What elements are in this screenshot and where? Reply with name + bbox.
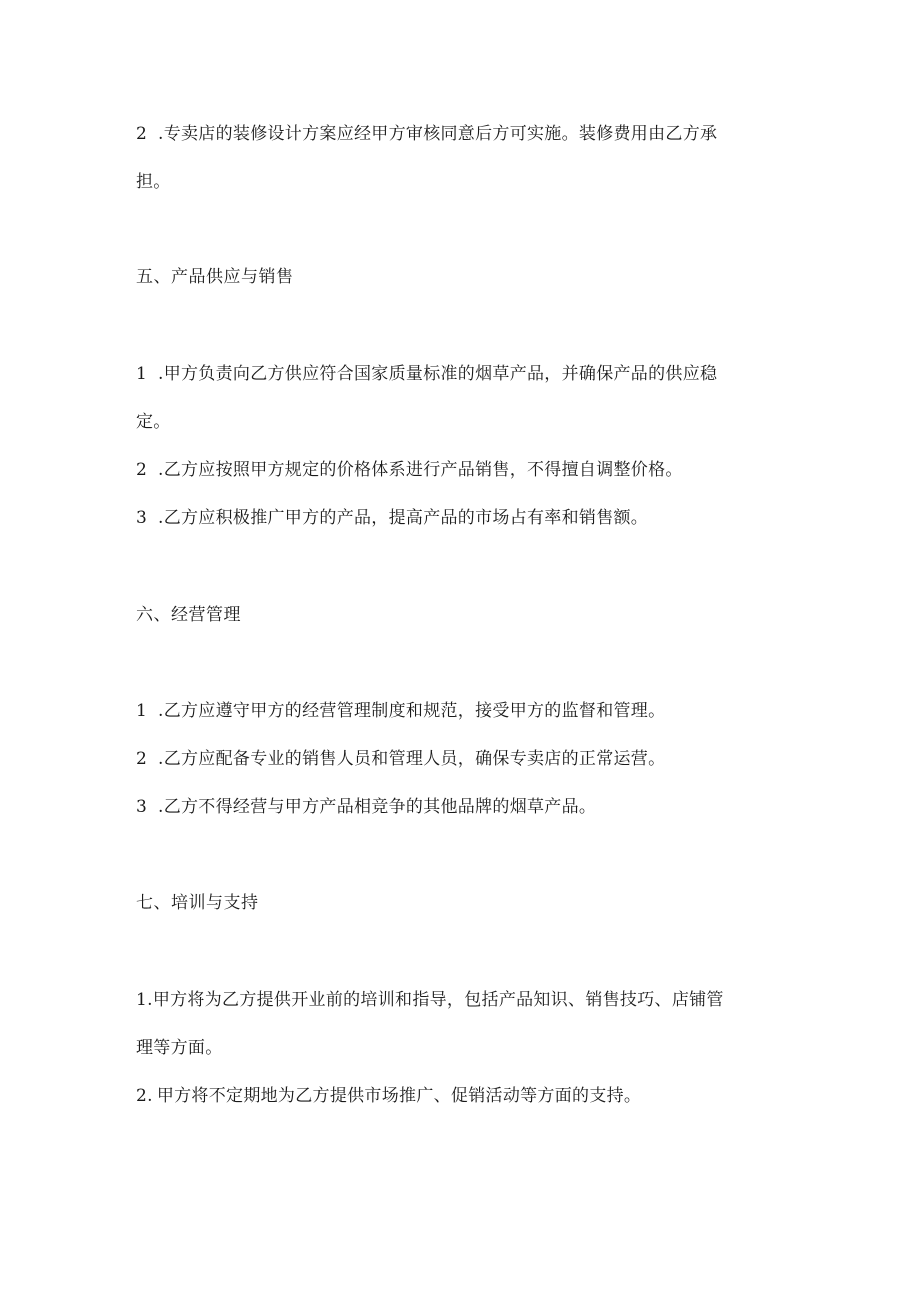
- s6-item2-number: 2: [136, 749, 148, 769]
- s5-item3: [136, 507, 648, 529]
- section7-heading: 七、培训与支持: [136, 893, 259, 913]
- s4-item2-line1: [136, 123, 717, 145]
- s6-item1: [136, 700, 665, 722]
- s5-item2: [136, 459, 683, 481]
- s5-item3-text: .乙方应积极推广甲方的产品，提高产品的市场占有率和销售额。: [158, 508, 649, 528]
- s6-item3-text: .乙方不得经营与甲方产品相竞争的其他品牌的烟草产品。: [158, 797, 597, 817]
- s7-item2-number: 2.: [136, 1086, 153, 1106]
- s6-item3: [136, 796, 596, 818]
- section6-heading: 六、经营管理: [136, 605, 241, 625]
- s6-item2-text: .乙方应配备专业的销售人员和管理人员，确保专卖店的正常运营。: [158, 749, 666, 769]
- s5-item1-number: 1: [136, 364, 148, 384]
- s7-item2-text: 甲方将不定期地为乙方提供市场推广、促销活动等方面的支持。: [156, 1086, 642, 1106]
- s4-item2-number: 2: [136, 124, 148, 144]
- s6-item3-number: 3: [136, 797, 148, 817]
- s6-item1-number: 1: [136, 701, 148, 721]
- s6-item2: [136, 748, 665, 770]
- s5-item2-number: 2: [136, 460, 148, 480]
- s7-item1-number: 1.: [136, 990, 153, 1010]
- s4-item2-text: .专卖店的装修设计方案应经甲方审核同意后方可实施。装修费用由乙方承: [158, 124, 718, 144]
- s5-item1-line2: 定。: [136, 412, 171, 432]
- section5-heading: 五、产品供应与销售: [136, 267, 294, 287]
- s7-item1-text: 甲方将为乙方提供开业前的培训和指导，包括产品知识、销售技巧、店铺管: [152, 990, 724, 1010]
- s7-item1-line2: 理等方面。: [136, 1038, 223, 1058]
- s5-item2-text: .乙方应按照甲方规定的价格体系进行产品销售，不得擅自调整价格。: [158, 460, 683, 480]
- s5-item1-line1: [136, 363, 717, 385]
- s6-item1-text: .乙方应遵守甲方的经营管理制度和规范，接受甲方的监督和管理。: [158, 701, 666, 721]
- s4-item2-line2: 担。: [136, 172, 171, 192]
- s7-item2: [136, 1085, 641, 1107]
- s7-item1-line1: [136, 989, 724, 1011]
- s5-item1-text: .甲方负责向乙方供应符合国家质量标准的烟草产品，并确保产品的供应稳: [158, 364, 718, 384]
- s5-item3-number: 3: [136, 508, 148, 528]
